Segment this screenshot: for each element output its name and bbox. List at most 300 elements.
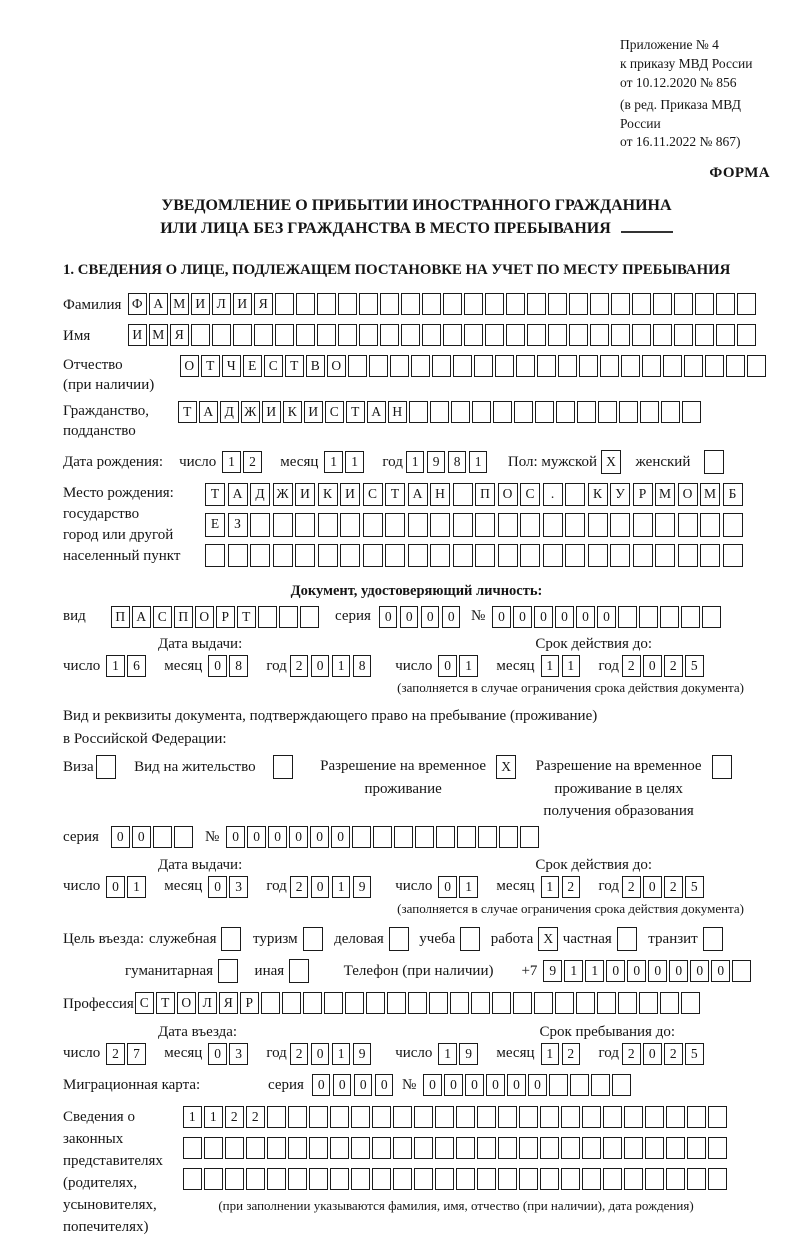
char-box: [639, 992, 658, 1014]
char-box: [603, 1168, 622, 1190]
char-box: Т: [205, 483, 225, 507]
stay-month-boxes: [541, 1044, 583, 1061]
char-box: [653, 293, 672, 315]
char-box: Л: [198, 992, 217, 1014]
char-box: [684, 355, 703, 377]
char-box: 1: [332, 1043, 351, 1065]
year-label: год: [382, 453, 403, 470]
char-box: [380, 324, 399, 346]
char-box: Д: [250, 483, 270, 507]
char-box: 0: [555, 606, 574, 628]
expiry-date-heading: Срок действия до:: [535, 856, 652, 873]
char-box: 1: [345, 451, 364, 473]
birth-place-row: [63, 483, 770, 575]
series-label: серия: [268, 1076, 304, 1093]
char-box: С: [325, 401, 344, 423]
char-box: 9: [543, 960, 562, 982]
char-box: [708, 1168, 727, 1190]
issue-month-boxes: [208, 657, 250, 674]
char-box: [453, 544, 473, 568]
char-box: [409, 401, 428, 423]
issue-year-boxes: [290, 877, 374, 894]
char-box: .: [543, 483, 563, 507]
day-label: число: [395, 1045, 433, 1062]
char-box: А: [149, 293, 168, 315]
citizenship-row: [63, 401, 770, 441]
char-box: [597, 992, 616, 1014]
char-box: [228, 544, 248, 568]
month-label: месяц: [280, 453, 319, 470]
char-box: 2: [290, 876, 309, 898]
char-box: [645, 1106, 664, 1128]
char-box: [309, 1106, 328, 1128]
char-box: [678, 544, 698, 568]
char-box: [708, 1106, 727, 1128]
year-label: год: [598, 657, 619, 674]
char-box: [674, 324, 693, 346]
char-box: [363, 513, 383, 537]
char-box: [352, 826, 371, 848]
char-box: 1: [183, 1106, 202, 1128]
char-box: [456, 1168, 475, 1190]
doc-series-label: серия: [335, 608, 371, 625]
char-box: [453, 355, 472, 377]
char-box: [174, 826, 193, 848]
migration-card-label: Миграционная карта:: [63, 1076, 201, 1093]
char-box: Т: [201, 355, 220, 377]
char-box: 2: [562, 876, 581, 898]
char-box: [303, 927, 323, 951]
sex-female-label: женский: [635, 453, 691, 470]
char-box: [250, 513, 270, 537]
private-label: частная: [562, 931, 612, 948]
char-box: [619, 401, 638, 423]
birth-place-row2-boxes: [205, 513, 745, 537]
char-box: [478, 826, 497, 848]
representatives-label-line: (родителях,: [63, 1174, 138, 1191]
char-box: [430, 513, 450, 537]
char-box: [548, 293, 567, 315]
char-box: [258, 606, 277, 628]
char-box: [603, 1137, 622, 1159]
month-label: месяц: [496, 878, 535, 895]
option-study: [419, 927, 483, 951]
char-box: [330, 1137, 349, 1159]
char-box: 1: [541, 876, 560, 898]
char-box: 6: [127, 655, 146, 677]
char-box: [632, 293, 651, 315]
char-box: [660, 992, 679, 1014]
residence-permit-label: Вид на жительство: [134, 759, 256, 776]
char-box: [275, 293, 294, 315]
char-box: [453, 513, 473, 537]
char-box: [363, 544, 383, 568]
char-box: [540, 1106, 559, 1128]
expiry-year-boxes: [622, 877, 706, 894]
identity-expiry-note: (заполняется в случае ограничения срока действия документа): [397, 680, 744, 696]
study-checkbox: [460, 927, 483, 951]
doc-kind-boxes: [111, 606, 321, 628]
char-box: 9: [353, 1043, 372, 1065]
char-box: 1: [585, 960, 604, 982]
char-box: 1: [106, 655, 125, 677]
char-box: 0: [375, 1074, 394, 1096]
char-box: [474, 355, 493, 377]
expiry-year-boxes: [622, 657, 706, 674]
residence-expiry-note: (заполняется в случае ограничения срока действия документа): [397, 900, 744, 916]
residence-doc-intro-line2: в Российской Федерации:: [63, 730, 227, 747]
char-box: Р: [240, 992, 259, 1014]
char-box: [498, 544, 518, 568]
annex-line: от 10.12.2020 № 856: [620, 74, 737, 90]
identity-expiry-date-group: [395, 655, 718, 677]
char-box: 1: [127, 876, 146, 898]
entry-month-boxes: [208, 1044, 250, 1061]
expiry-month-boxes: [541, 657, 583, 674]
char-box: [267, 1106, 286, 1128]
char-box: [582, 1168, 601, 1190]
char-box: [543, 544, 563, 568]
char-box: [708, 1137, 727, 1159]
residence-doc-date-headers: [63, 857, 770, 874]
char-box: [506, 293, 525, 315]
representatives-row1-boxes: [183, 1106, 729, 1128]
char-box: 0: [444, 1074, 463, 1096]
char-box: X: [601, 450, 621, 474]
char-box: 0: [208, 876, 227, 898]
char-box: [700, 544, 720, 568]
expiry-day-boxes: [438, 657, 480, 674]
number-label: №: [401, 1076, 417, 1093]
option-residence-permit: [134, 755, 295, 779]
char-box: [477, 1106, 496, 1128]
char-box: [414, 1106, 433, 1128]
section-1-heading: 1. СВЕДЕНИЯ О ЛИЦЕ, ПОДЛЕЖАЩЕМ ПОСТАНОВКЕ НА УЧЕТ ПО МЕСТУ ПРЕБЫВАНИЯ: [63, 261, 731, 278]
given-name-row: [63, 324, 770, 349]
char-box: [429, 992, 448, 1014]
title-line-1: УВЕДОМЛЕНИЕ О ПРИБЫТИИ ИНОСТРАННОГО ГРАЖДАНИНА: [161, 197, 672, 215]
tourism-checkbox: [303, 927, 326, 951]
char-box: [273, 544, 293, 568]
annex-reference: [620, 36, 770, 93]
char-box: [576, 992, 595, 1014]
char-box: [359, 293, 378, 315]
char-box: Я: [219, 992, 238, 1014]
char-box: О: [678, 483, 698, 507]
expiry-month-boxes: [541, 877, 583, 894]
representatives-label-line: законных: [63, 1130, 124, 1147]
day-label: число: [63, 1045, 101, 1062]
title-line-2: ИЛИ ЛИЦА БЕЗ ГРАЖДАНСТВА В МЕСТО ПРЕБЫВАНИЯ: [63, 218, 770, 241]
char-box: [456, 1106, 475, 1128]
char-box: 1: [222, 451, 241, 473]
char-box: [273, 513, 293, 537]
char-box: 0: [648, 960, 667, 982]
char-box: 2: [562, 1043, 581, 1065]
char-box: 0: [132, 826, 151, 848]
char-box: 2: [664, 1043, 683, 1065]
char-box: [324, 992, 343, 1014]
char-box: [393, 1168, 412, 1190]
patronymic-label-line1: Отчество: [63, 356, 123, 373]
residence-doc-dates: [63, 876, 770, 898]
char-box: 2: [290, 655, 309, 677]
option-official: [149, 927, 244, 951]
char-box: [453, 483, 473, 507]
char-box: [414, 1137, 433, 1159]
char-box: [726, 355, 745, 377]
char-box: [471, 992, 490, 1014]
char-box: [401, 293, 420, 315]
char-box: 0: [492, 606, 511, 628]
char-box: [288, 1137, 307, 1159]
char-box: 9: [459, 1043, 478, 1065]
representatives-row: [63, 1106, 770, 1238]
document-title: [63, 195, 770, 240]
char-box: Ч: [222, 355, 241, 377]
char-box: И: [295, 483, 315, 507]
char-box: [548, 324, 567, 346]
char-box: [498, 1106, 517, 1128]
char-box: [205, 544, 225, 568]
char-box: [682, 401, 701, 423]
patronymic-label: [63, 355, 180, 395]
char-box: [295, 544, 315, 568]
char-box: [603, 1106, 622, 1128]
humanitarian-label: гуманитарная: [125, 963, 214, 980]
char-box: 0: [311, 876, 330, 898]
char-box: И: [233, 293, 252, 315]
char-box: К: [588, 483, 608, 507]
char-box: 0: [465, 1074, 484, 1096]
char-box: [540, 1137, 559, 1159]
char-box: [655, 513, 675, 537]
work-checkbox: [538, 927, 561, 951]
birth-place-boxes: [205, 483, 745, 575]
blank-underline: [621, 231, 673, 233]
stay-day-boxes: [438, 1044, 480, 1061]
char-box: [582, 1137, 601, 1159]
residence-expiry-date-group: [395, 876, 718, 898]
char-box: 9: [427, 451, 446, 473]
citizenship-label-line2: подданство: [63, 422, 136, 439]
char-box: [700, 513, 720, 537]
visa-checkbox: [96, 755, 119, 779]
char-box: 5: [685, 655, 704, 677]
char-box: [183, 1168, 202, 1190]
annex-note-line: (в ред. Приказа МВД России: [620, 96, 741, 131]
char-box: [460, 927, 480, 951]
char-box: [519, 1106, 538, 1128]
char-box: [153, 826, 172, 848]
char-box: [687, 1137, 706, 1159]
char-box: [288, 1106, 307, 1128]
residence-doc-intro-line1: Вид и реквизиты документа, подтверждающего право на пребывание (проживание): [63, 708, 598, 725]
char-box: [390, 355, 409, 377]
char-box: [351, 1137, 370, 1159]
char-box: 2: [664, 876, 683, 898]
char-box: [591, 1074, 610, 1096]
char-box: [590, 293, 609, 315]
char-box: [366, 992, 385, 1014]
char-box: П: [174, 606, 193, 628]
char-box: 7: [127, 1043, 146, 1065]
patronymic-label-line2: (при наличии): [63, 376, 155, 393]
char-box: [303, 992, 322, 1014]
private-checkbox: [617, 927, 640, 951]
entry-date-group: [63, 1043, 386, 1065]
char-box: [345, 992, 364, 1014]
form-label: ФОРМА: [709, 165, 770, 182]
char-box: [282, 992, 301, 1014]
char-box: 0: [711, 960, 730, 982]
char-box: [436, 826, 455, 848]
citizenship-label-line1: Гражданство,: [63, 402, 150, 419]
char-box: Т: [156, 992, 175, 1014]
char-box: 2: [225, 1106, 244, 1128]
char-box: Н: [430, 483, 450, 507]
char-box: [296, 293, 315, 315]
char-box: [317, 324, 336, 346]
char-box: [451, 401, 470, 423]
char-box: И: [304, 401, 323, 423]
char-box: [457, 826, 476, 848]
char-box: [289, 959, 309, 983]
char-box: X: [496, 755, 516, 779]
phone-boxes: [543, 960, 753, 982]
char-box: [372, 1168, 391, 1190]
char-box: 0: [333, 1074, 352, 1096]
char-box: [318, 513, 338, 537]
char-box: [475, 544, 495, 568]
patronymic-boxes: [180, 355, 768, 377]
char-box: [246, 1168, 265, 1190]
series-label: серия: [63, 828, 99, 845]
char-box: А: [228, 483, 248, 507]
month-label: месяц: [164, 1045, 203, 1062]
work-label: работа: [490, 931, 534, 948]
entry-purpose-row: [63, 927, 770, 952]
char-box: И: [340, 483, 360, 507]
phone-label: Телефон (при наличии): [343, 962, 494, 979]
char-box: [414, 1168, 433, 1190]
humanitarian-checkbox: [218, 959, 241, 983]
char-box: [632, 324, 651, 346]
char-box: [565, 513, 585, 537]
char-box: [663, 355, 682, 377]
char-box: [464, 293, 483, 315]
char-box: 1: [541, 655, 560, 677]
char-box: [527, 324, 546, 346]
birth-place-label: [63, 483, 205, 567]
residence-doc-options: [63, 755, 770, 823]
char-box: [537, 355, 556, 377]
residence-permit-checkbox: [273, 755, 296, 779]
char-box: [516, 355, 535, 377]
business-checkbox: [389, 927, 412, 951]
char-box: [318, 544, 338, 568]
char-box: П: [475, 483, 495, 507]
expiry-day-boxes: [438, 877, 480, 894]
char-box: [422, 293, 441, 315]
char-box: [519, 1168, 538, 1190]
char-box: 0: [310, 826, 329, 848]
char-box: [330, 1106, 349, 1128]
char-box: [661, 401, 680, 423]
char-box: 0: [513, 606, 532, 628]
char-box: [747, 355, 766, 377]
char-box: [642, 355, 661, 377]
char-box: [702, 606, 721, 628]
month-label: месяц: [164, 878, 203, 895]
birth-place-row1-boxes: [205, 483, 745, 507]
char-box: [250, 544, 270, 568]
char-box: [513, 992, 532, 1014]
doc-series-boxes: [379, 606, 463, 628]
representatives-boxes: [183, 1106, 729, 1214]
entry-year-boxes: [290, 1044, 374, 1061]
option-temp-permit: [317, 755, 519, 800]
char-box: [493, 401, 512, 423]
char-box: С: [264, 355, 283, 377]
char-box: [565, 544, 585, 568]
char-box: И: [262, 401, 281, 423]
sex-female-checkbox: [704, 450, 727, 474]
char-box: 2: [290, 1043, 309, 1065]
identity-doc-heading: Документ, удостоверяющий личность:: [290, 583, 543, 600]
representatives-label-line: представителях: [63, 1152, 163, 1169]
char-box: [666, 1106, 685, 1128]
identity-issue-date-group: [63, 655, 386, 677]
char-box: [703, 927, 723, 951]
char-box: 0: [669, 960, 688, 982]
char-box: [555, 992, 574, 1014]
birth-place-label-line2: государство: [63, 505, 140, 522]
char-box: [450, 992, 469, 1014]
char-box: Р: [633, 483, 653, 507]
char-box: 1: [332, 876, 351, 898]
entry-purpose-row2: [125, 959, 770, 984]
birth-place-label-line3: город или другой: [63, 526, 174, 543]
char-box: [96, 755, 116, 779]
issue-date-heading: Дата выдачи:: [158, 636, 243, 653]
entry-day-boxes: [106, 1044, 148, 1061]
char-box: [246, 1137, 265, 1159]
char-box: С: [153, 606, 172, 628]
char-box: 0: [400, 606, 419, 628]
char-box: [535, 401, 554, 423]
char-box: 0: [208, 1043, 227, 1065]
tourism-label: туризм: [252, 931, 298, 948]
char-box: 0: [312, 1074, 331, 1096]
char-box: [221, 927, 241, 951]
day-label: число: [179, 453, 217, 470]
char-box: Т: [385, 483, 405, 507]
char-box: В: [306, 355, 325, 377]
char-box: [456, 1137, 475, 1159]
char-box: [432, 355, 451, 377]
char-box: [660, 606, 679, 628]
char-box: 0: [354, 1074, 373, 1096]
char-box: 0: [643, 1043, 662, 1065]
annex-line: к приказу МВД России: [620, 55, 753, 71]
char-box: 2: [622, 1043, 641, 1065]
representatives-row2-boxes: [183, 1137, 729, 1159]
identity-doc-row: [63, 604, 770, 629]
char-box: [204, 1137, 223, 1159]
residence-number-boxes: [226, 826, 541, 848]
char-box: [579, 355, 598, 377]
